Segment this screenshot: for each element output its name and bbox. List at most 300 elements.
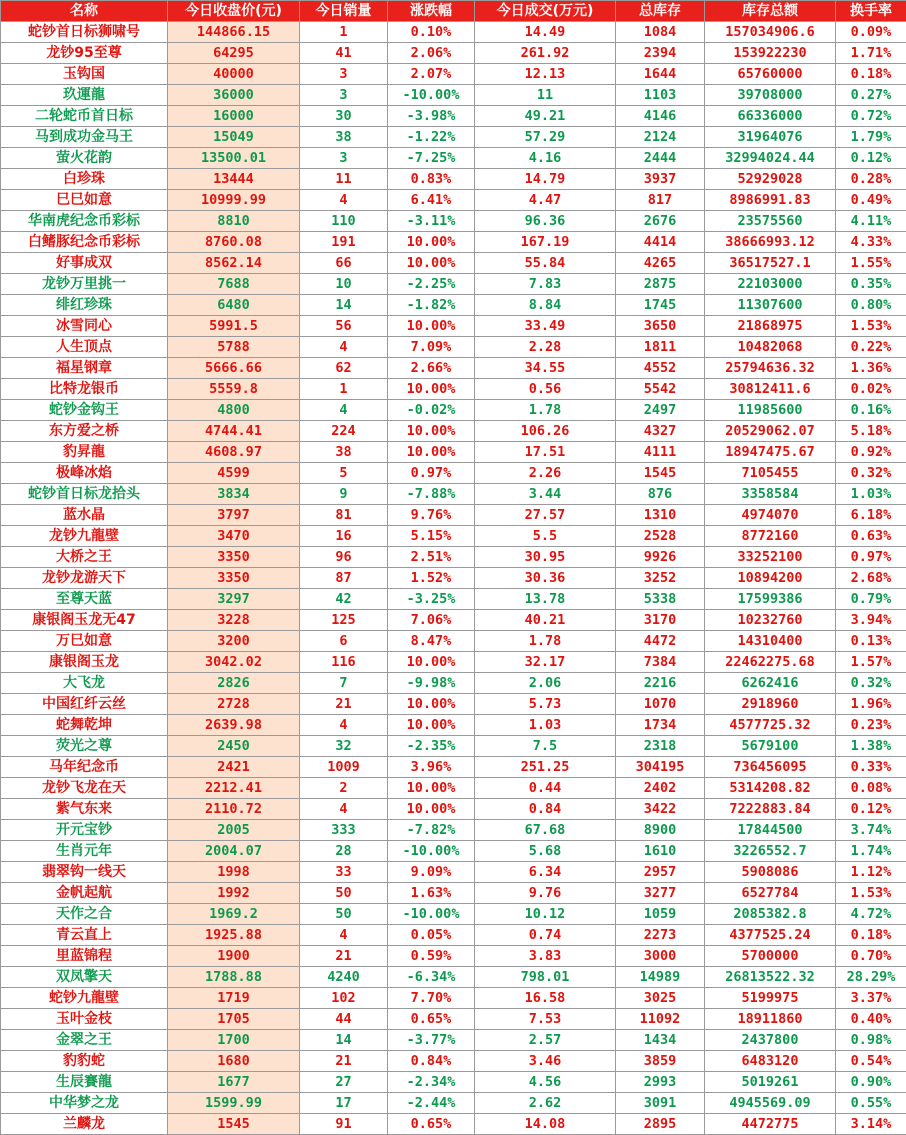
cell-turnover-rate: 0.70%	[836, 946, 906, 967]
cell-stock: 5338	[616, 589, 705, 610]
cell-change: -7.88%	[388, 484, 475, 505]
cell-name: 人生顶点	[1, 337, 168, 358]
cell-stock-value: 11985600	[705, 400, 836, 421]
table-row	[1, 43, 906, 64]
cell-name: 白珍珠	[1, 169, 168, 190]
cell-stock-value: 2437800	[705, 1030, 836, 1051]
cell-volume: 16	[300, 526, 388, 547]
cell-stock-value: 18911860	[705, 1009, 836, 1030]
cell-stock-value: 20529062.07	[705, 421, 836, 442]
cell-turnover-rate: 1.71%	[836, 43, 906, 64]
cell-turnover-rate: 0.97%	[836, 547, 906, 568]
table-row	[1, 316, 906, 337]
cell-name: 中华梦之龙	[1, 1093, 168, 1114]
table-row	[1, 295, 906, 316]
table-header	[1, 1, 906, 22]
cell-name: 天作之合	[1, 904, 168, 925]
cell-turnover: 55.84	[475, 253, 616, 274]
cell-stock-value: 6527784	[705, 883, 836, 904]
table-row	[1, 232, 906, 253]
cell-change: -10.00%	[388, 841, 475, 862]
cell-price: 15049	[168, 127, 300, 148]
table-row	[1, 1051, 906, 1072]
cell-price: 2450	[168, 736, 300, 757]
cell-turnover-rate: 0.90%	[836, 1072, 906, 1093]
cell-name: 康银阁玉龙无47	[1, 610, 168, 631]
cell-name: 巳巳如意	[1, 190, 168, 211]
cell-change: 9.76%	[388, 505, 475, 526]
cell-turnover-rate: 0.02%	[836, 379, 906, 400]
cell-turnover: 10.12	[475, 904, 616, 925]
cell-price: 1969.2	[168, 904, 300, 925]
cell-volume: 3	[300, 64, 388, 85]
cell-change: -2.44%	[388, 1093, 475, 1114]
cell-price: 2826	[168, 673, 300, 694]
cell-turnover: 0.56	[475, 379, 616, 400]
cell-price: 2728	[168, 694, 300, 715]
cell-change: 10.00%	[388, 799, 475, 820]
cell-stock-value: 65760000	[705, 64, 836, 85]
cell-stock: 14989	[616, 967, 705, 988]
cell-change: 10.00%	[388, 694, 475, 715]
cell-change: 7.06%	[388, 610, 475, 631]
cell-name: 冰雪同心	[1, 316, 168, 337]
table-row	[1, 820, 906, 841]
cell-volume: 50	[300, 904, 388, 925]
cell-turnover: 30.36	[475, 568, 616, 589]
column-header-stock: 总库存	[616, 1, 705, 22]
cell-stock-value: 32994024.44	[705, 148, 836, 169]
cell-turnover-rate: 0.55%	[836, 1093, 906, 1114]
cell-name: 豹昇龍	[1, 442, 168, 463]
cell-turnover-rate: 3.37%	[836, 988, 906, 1009]
cell-stock: 2394	[616, 43, 705, 64]
cell-stock-value: 5199975	[705, 988, 836, 1009]
cell-turnover: 1.78	[475, 400, 616, 421]
cell-stock-value: 5314208.82	[705, 778, 836, 799]
cell-change: 8.47%	[388, 631, 475, 652]
cell-volume: 4240	[300, 967, 388, 988]
cell-stock-value: 22103000	[705, 274, 836, 295]
cell-change: 5.15%	[388, 526, 475, 547]
cell-turnover: 12.13	[475, 64, 616, 85]
cell-turnover: 96.36	[475, 211, 616, 232]
cell-turnover-rate: 0.79%	[836, 589, 906, 610]
table-row	[1, 568, 906, 589]
table-row	[1, 274, 906, 295]
cell-turnover: 0.44	[475, 778, 616, 799]
table-row	[1, 652, 906, 673]
cell-volume: 28	[300, 841, 388, 862]
cell-volume: 41	[300, 43, 388, 64]
cell-turnover-rate: 1.55%	[836, 253, 906, 274]
cell-stock: 4265	[616, 253, 705, 274]
table-row	[1, 358, 906, 379]
cell-stock-value: 21868975	[705, 316, 836, 337]
cell-name: 蛇舞乾坤	[1, 715, 168, 736]
cell-price: 3834	[168, 484, 300, 505]
cell-change: 3.96%	[388, 757, 475, 778]
cell-stock: 817	[616, 190, 705, 211]
cell-price: 1705	[168, 1009, 300, 1030]
table-row	[1, 757, 906, 778]
cell-price: 3228	[168, 610, 300, 631]
cell-name: 紫气东来	[1, 799, 168, 820]
cell-stock: 1103	[616, 85, 705, 106]
table-body	[1, 22, 906, 1135]
cell-change: 2.06%	[388, 43, 475, 64]
cell-price: 4599	[168, 463, 300, 484]
cell-price: 1925.88	[168, 925, 300, 946]
cell-volume: 81	[300, 505, 388, 526]
cell-change: 10.00%	[388, 715, 475, 736]
cell-turnover-rate: 0.72%	[836, 106, 906, 127]
cell-stock: 1734	[616, 715, 705, 736]
cell-stock-value: 5679100	[705, 736, 836, 757]
cell-price: 4744.41	[168, 421, 300, 442]
cell-price: 13444	[168, 169, 300, 190]
cell-volume: 2	[300, 778, 388, 799]
cell-turnover: 261.92	[475, 43, 616, 64]
cell-volume: 38	[300, 442, 388, 463]
cell-change: 7.09%	[388, 337, 475, 358]
header-row	[1, 1, 906, 22]
cell-price: 1992	[168, 883, 300, 904]
cell-price: 36000	[168, 85, 300, 106]
cell-price: 10999.99	[168, 190, 300, 211]
table-row	[1, 442, 906, 463]
cell-stock: 2875	[616, 274, 705, 295]
cell-stock-value: 52929028	[705, 169, 836, 190]
cell-turnover: 57.29	[475, 127, 616, 148]
cell-change: 0.97%	[388, 463, 475, 484]
cell-change: 1.63%	[388, 883, 475, 904]
cell-change: 0.65%	[388, 1009, 475, 1030]
cell-stock-value: 4945569.09	[705, 1093, 836, 1114]
cell-volume: 38	[300, 127, 388, 148]
cell-volume: 4	[300, 337, 388, 358]
cell-stock-value: 11307600	[705, 295, 836, 316]
cell-volume: 1	[300, 379, 388, 400]
cell-name: 豹豹蛇	[1, 1051, 168, 1072]
cell-turnover: 30.95	[475, 547, 616, 568]
cell-volume: 17	[300, 1093, 388, 1114]
cell-change: -1.22%	[388, 127, 475, 148]
cell-turnover: 14.79	[475, 169, 616, 190]
cell-stock-value: 17844500	[705, 820, 836, 841]
cell-name: 金帆起航	[1, 883, 168, 904]
cell-stock-value: 7222883.84	[705, 799, 836, 820]
cell-stock: 4552	[616, 358, 705, 379]
cell-turnover-rate: 1.12%	[836, 862, 906, 883]
cell-name: 金翠之王	[1, 1030, 168, 1051]
cell-price: 2421	[168, 757, 300, 778]
column-header-price: 今日收盘价(元)	[168, 1, 300, 22]
cell-stock: 1434	[616, 1030, 705, 1051]
cell-turnover: 5.68	[475, 841, 616, 862]
cell-turnover-rate: 4.33%	[836, 232, 906, 253]
cell-price: 1788.88	[168, 967, 300, 988]
cell-price: 2639.98	[168, 715, 300, 736]
cell-stock-value: 8772160	[705, 526, 836, 547]
cell-turnover: 251.25	[475, 757, 616, 778]
cell-stock: 2124	[616, 127, 705, 148]
cell-volume: 333	[300, 820, 388, 841]
cell-name: 兰麟龙	[1, 1114, 168, 1135]
cell-stock-value: 8986991.83	[705, 190, 836, 211]
table-row	[1, 694, 906, 715]
cell-change: 10.00%	[388, 778, 475, 799]
cell-volume: 87	[300, 568, 388, 589]
table-row	[1, 799, 906, 820]
cell-turnover-rate: 1.36%	[836, 358, 906, 379]
cell-name: 好事成双	[1, 253, 168, 274]
table-row	[1, 736, 906, 757]
cell-change: 0.65%	[388, 1114, 475, 1135]
cell-turnover-rate: 0.28%	[836, 169, 906, 190]
cell-price: 3350	[168, 568, 300, 589]
cell-name: 玉钩国	[1, 64, 168, 85]
cell-turnover: 2.57	[475, 1030, 616, 1051]
cell-stock-value: 36517527.1	[705, 253, 836, 274]
cell-name: 福星钢章	[1, 358, 168, 379]
cell-volume: 4	[300, 925, 388, 946]
cell-name: 龙钞龙游天下	[1, 568, 168, 589]
cell-stock-value: 5019261	[705, 1072, 836, 1093]
cell-turnover: 0.74	[475, 925, 616, 946]
cell-change: 0.84%	[388, 1051, 475, 1072]
cell-turnover-rate: 0.18%	[836, 64, 906, 85]
cell-stock-value: 4974070	[705, 505, 836, 526]
cell-stock: 2497	[616, 400, 705, 421]
cell-stock-value: 6483120	[705, 1051, 836, 1072]
cell-stock: 2528	[616, 526, 705, 547]
cell-price: 2110.72	[168, 799, 300, 820]
cell-name: 开元宝钞	[1, 820, 168, 841]
cell-change: -7.82%	[388, 820, 475, 841]
cell-stock-value: 2918960	[705, 694, 836, 715]
cell-stock-value: 736456095	[705, 757, 836, 778]
cell-name: 华南虎纪念币彩标	[1, 211, 168, 232]
table-row	[1, 337, 906, 358]
cell-turnover-rate: 1.53%	[836, 316, 906, 337]
table-row	[1, 253, 906, 274]
cell-stock-value: 7105455	[705, 463, 836, 484]
cell-volume: 102	[300, 988, 388, 1009]
cell-price: 5666.66	[168, 358, 300, 379]
cell-name: 康银阁玉龙	[1, 652, 168, 673]
table-row	[1, 421, 906, 442]
cell-volume: 191	[300, 232, 388, 253]
cell-price: 2004.07	[168, 841, 300, 862]
cell-name: 荧光之尊	[1, 736, 168, 757]
table-row	[1, 904, 906, 925]
table-row	[1, 526, 906, 547]
cell-turnover-rate: 0.54%	[836, 1051, 906, 1072]
cell-turnover-rate: 28.29%	[836, 967, 906, 988]
cell-name: 马年纪念币	[1, 757, 168, 778]
cell-change: -2.35%	[388, 736, 475, 757]
table-row	[1, 862, 906, 883]
cell-volume: 6	[300, 631, 388, 652]
cell-name: 大桥之王	[1, 547, 168, 568]
column-header-stock-value: 库存总额	[705, 1, 836, 22]
table-row	[1, 778, 906, 799]
cell-turnover: 67.68	[475, 820, 616, 841]
cell-turnover-rate: 0.22%	[836, 337, 906, 358]
cell-volume: 32	[300, 736, 388, 757]
cell-name: 至尊天蓝	[1, 589, 168, 610]
cell-change: -1.82%	[388, 295, 475, 316]
cell-name: 东方爱之桥	[1, 421, 168, 442]
cell-volume: 91	[300, 1114, 388, 1135]
cell-turnover-rate: 0.16%	[836, 400, 906, 421]
cell-volume: 4	[300, 190, 388, 211]
table-row	[1, 400, 906, 421]
cell-price: 5559.8	[168, 379, 300, 400]
cell-stock-value: 10232760	[705, 610, 836, 631]
cell-price: 6480	[168, 295, 300, 316]
table-row	[1, 547, 906, 568]
cell-stock: 4146	[616, 106, 705, 127]
cell-turnover: 9.76	[475, 883, 616, 904]
cell-name: 里蓝锦程	[1, 946, 168, 967]
cell-turnover: 7.5	[475, 736, 616, 757]
cell-stock: 4414	[616, 232, 705, 253]
cell-stock-value: 3226552.7	[705, 841, 836, 862]
cell-price: 40000	[168, 64, 300, 85]
table-row	[1, 631, 906, 652]
cell-price: 8562.14	[168, 253, 300, 274]
cell-turnover-rate: 6.18%	[836, 505, 906, 526]
cell-volume: 62	[300, 358, 388, 379]
cell-change: -7.25%	[388, 148, 475, 169]
cell-change: 0.10%	[388, 22, 475, 43]
cell-turnover: 14.49	[475, 22, 616, 43]
cell-turnover-rate: 4.11%	[836, 211, 906, 232]
table-row	[1, 190, 906, 211]
cell-turnover-rate: 3.94%	[836, 610, 906, 631]
cell-change: 10.00%	[388, 421, 475, 442]
cell-name: 龙钞95至尊	[1, 43, 168, 64]
cell-turnover-rate: 1.57%	[836, 652, 906, 673]
cell-stock: 3000	[616, 946, 705, 967]
cell-name: 二轮蛇币首日标	[1, 106, 168, 127]
table-row	[1, 967, 906, 988]
cell-turnover-rate: 0.23%	[836, 715, 906, 736]
cell-stock: 1084	[616, 22, 705, 43]
cell-price: 1599.99	[168, 1093, 300, 1114]
cell-stock-value: 4577725.32	[705, 715, 836, 736]
cell-turnover: 40.21	[475, 610, 616, 631]
cell-stock-value: 5908086	[705, 862, 836, 883]
table-row	[1, 505, 906, 526]
cell-name: 翡翠钩一线天	[1, 862, 168, 883]
cell-price: 8760.08	[168, 232, 300, 253]
table-row	[1, 883, 906, 904]
column-header-turnover: 今日成交(万元)	[475, 1, 616, 22]
cell-change: -10.00%	[388, 85, 475, 106]
cell-turnover-rate: 0.18%	[836, 925, 906, 946]
cell-stock-value: 4472775	[705, 1114, 836, 1135]
cell-stock: 3252	[616, 568, 705, 589]
cell-stock: 1745	[616, 295, 705, 316]
cell-name: 蛇钞首日标狮啸号	[1, 22, 168, 43]
cell-stock-value: 2085382.8	[705, 904, 836, 925]
cell-price: 3297	[168, 589, 300, 610]
cell-price: 4608.97	[168, 442, 300, 463]
cell-change: 2.66%	[388, 358, 475, 379]
cell-turnover-rate: 2.68%	[836, 568, 906, 589]
cell-turnover: 32.17	[475, 652, 616, 673]
cell-volume: 66	[300, 253, 388, 274]
cell-price: 2005	[168, 820, 300, 841]
cell-turnover-rate: 1.74%	[836, 841, 906, 862]
cell-turnover: 167.19	[475, 232, 616, 253]
cell-change: -3.98%	[388, 106, 475, 127]
cell-change: 10.00%	[388, 253, 475, 274]
cell-stock-value: 39708000	[705, 85, 836, 106]
cell-stock-value: 66336000	[705, 106, 836, 127]
cell-change: 10.00%	[388, 232, 475, 253]
cell-stock-value: 5700000	[705, 946, 836, 967]
cell-price: 3042.02	[168, 652, 300, 673]
cell-stock: 2895	[616, 1114, 705, 1135]
cell-stock-value: 33252100	[705, 547, 836, 568]
cell-stock-value: 30812411.6	[705, 379, 836, 400]
cell-volume: 116	[300, 652, 388, 673]
cell-turnover: 34.55	[475, 358, 616, 379]
cell-turnover-rate: 3.14%	[836, 1114, 906, 1135]
cell-volume: 1009	[300, 757, 388, 778]
table-row	[1, 610, 906, 631]
cell-volume: 14	[300, 1030, 388, 1051]
cell-price: 7688	[168, 274, 300, 295]
cell-turnover: 1.78	[475, 631, 616, 652]
cell-stock-value: 31964076	[705, 127, 836, 148]
cell-turnover: 16.58	[475, 988, 616, 1009]
cell-turnover-rate: 0.32%	[836, 463, 906, 484]
cell-price: 1680	[168, 1051, 300, 1072]
cell-turnover-rate: 1.03%	[836, 484, 906, 505]
cell-turnover: 3.46	[475, 1051, 616, 1072]
cell-change: -3.77%	[388, 1030, 475, 1051]
cell-volume: 50	[300, 883, 388, 904]
cell-turnover-rate: 0.08%	[836, 778, 906, 799]
cell-change: -2.34%	[388, 1072, 475, 1093]
cell-stock: 2993	[616, 1072, 705, 1093]
cell-name: 生辰賽龍	[1, 1072, 168, 1093]
table-row	[1, 589, 906, 610]
cell-price: 1677	[168, 1072, 300, 1093]
cell-volume: 224	[300, 421, 388, 442]
table-row	[1, 127, 906, 148]
cell-turnover-rate: 0.12%	[836, 148, 906, 169]
cell-turnover-rate: 0.35%	[836, 274, 906, 295]
cell-price: 4800	[168, 400, 300, 421]
cell-stock-value: 22462275.68	[705, 652, 836, 673]
cell-volume: 21	[300, 1051, 388, 1072]
cell-turnover-rate: 0.12%	[836, 799, 906, 820]
cell-price: 1719	[168, 988, 300, 1009]
cell-stock: 1070	[616, 694, 705, 715]
cell-turnover-rate: 0.09%	[836, 22, 906, 43]
cell-name: 青云直上	[1, 925, 168, 946]
cell-turnover-rate: 0.27%	[836, 85, 906, 106]
cell-volume: 9	[300, 484, 388, 505]
cell-price: 16000	[168, 106, 300, 127]
cell-stock: 3650	[616, 316, 705, 337]
